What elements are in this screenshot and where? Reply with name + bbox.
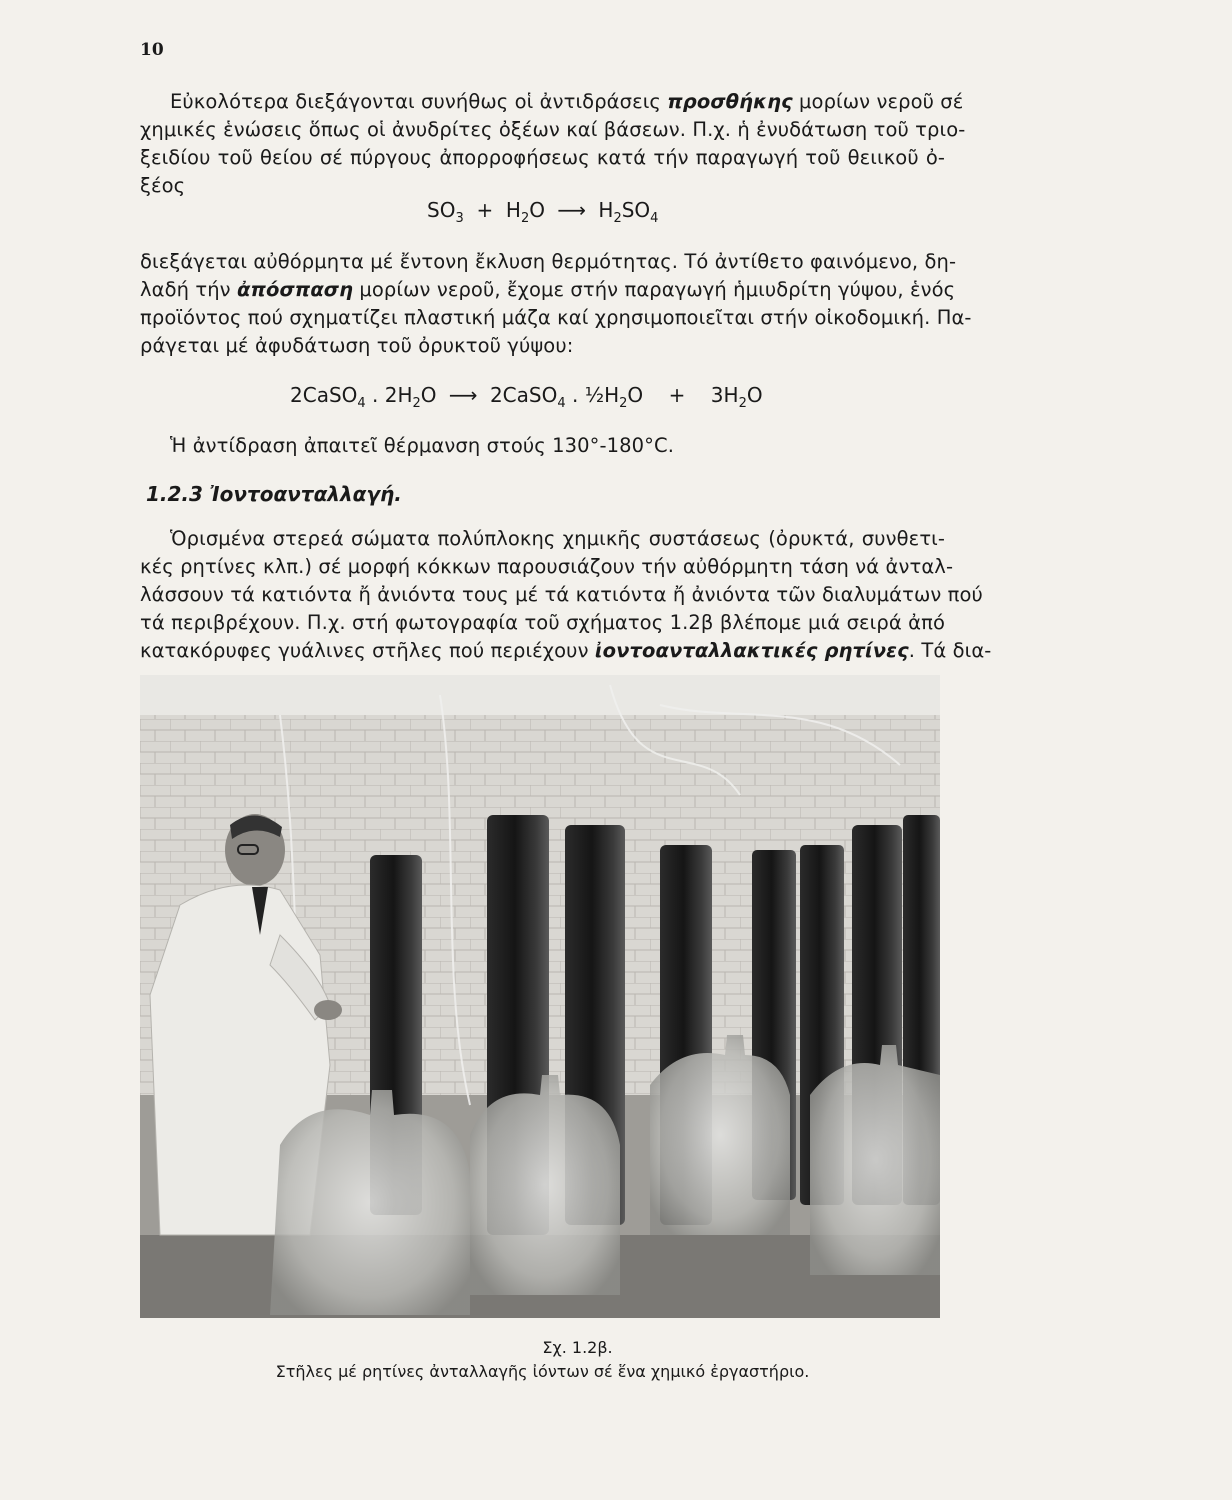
text-run: διεξάγεται αὐθόρμητα μέ ἔντονη ἔκλυση θερμότητας. Τό ἀντίθετο φαινόμενο, δη- <box>140 250 957 273</box>
text-line <box>140 304 972 332</box>
text-run: . Τά δια- <box>908 639 992 662</box>
eq2-arrow: ⟶ <box>448 383 478 407</box>
text-run: προϊόντος πού σχηματίζει πλαστική μάζα καί χρησιμοποιεῖται στήν οἰκοδομική. Πα- <box>140 306 972 329</box>
lab-photo <box>140 675 940 1318</box>
text-line <box>140 276 956 304</box>
text-line <box>140 144 945 172</box>
text-line <box>140 248 957 276</box>
paragraph-1 <box>140 88 966 200</box>
equation-2 <box>140 383 1095 411</box>
text-run: Εὐκολότερα διεξάγονται συνήθως οἱ ἀντιδράσεις <box>170 90 668 113</box>
paragraph-3 <box>140 525 992 665</box>
figure-caption <box>140 1336 945 1384</box>
text-line <box>140 172 945 200</box>
text-line <box>140 553 954 581</box>
text-run: μορίων νεροῦ, ἔχομε στήν παραγωγή ἡμιυδρίτη γύψου, ἑνός <box>353 278 956 301</box>
text-run: κές ρητίνες κλπ.) σέ μορφή κόκκων παρουσιάζουν τήν αὐθόρμητη τάση νά ἀνταλ- <box>140 555 954 578</box>
eq2-reactant: 2CaSO$_4$ . $2H_2O$ <box>290 383 437 411</box>
text-run: τά περιβρέχουν. Π.χ. στή φωτογραφία τοῦ σχήματος 1.2β βλέπομε μιά σειρά ἀπό <box>140 611 945 634</box>
equation-1 <box>140 198 1232 226</box>
text-run: λάσσουν τά κατιόντα ἤ ἀνιόντα τους μέ τά κατιόντα ἤ ἀνιόντα τῶν διαλυμάτων πού <box>140 583 983 606</box>
page-number: 10 <box>140 40 164 60</box>
eq2-product-2: $3H_2O$ <box>710 383 763 411</box>
figure-caption-text: Στῆλες μέ ρητίνες ἀνταλλαγῆς ἰόντων σέ ἕνα χημικό ἐργαστήριο. <box>275 1362 810 1381</box>
text-run: Ὁρισμένα στερεά σώματα πολύπλοκης χημικῆς συστάσεως (ὀρυκτά, συνθετι- <box>170 527 945 550</box>
text-run: μορίων νεροῦ σέ <box>792 90 964 113</box>
eq1-product: $H_2SO_4$ <box>598 198 659 226</box>
eq1-plus: + <box>476 198 494 222</box>
eq2-plus: + <box>668 383 686 407</box>
text-line <box>140 637 992 665</box>
ceiling <box>140 675 940 715</box>
paragraph-2 <box>140 248 972 360</box>
eq1-arrow: ⟶ <box>557 198 587 222</box>
text-run: ξειδίου τοῦ θείου σέ πύργους ἀπορροφήσεως κατά τήν παραγωγή τοῦ θειικοῦ ὀ- <box>140 146 945 169</box>
figure-label: Σχ. 1.2β. <box>542 1338 613 1357</box>
text-line <box>140 581 983 609</box>
text-line <box>140 88 964 116</box>
section-heading: 1.2.3 Ἰοντοανταλλαγή. <box>146 482 402 506</box>
text-line <box>140 116 966 144</box>
eq1-reactant-2: $H_2O$ <box>505 198 545 226</box>
text-run: λαδή τήν <box>140 278 237 301</box>
eq1-reactant-1: $SO_3$ <box>427 198 464 226</box>
emphasized-term: ἰοντοανταλλακτικές ρητίνες <box>594 639 909 662</box>
text-line <box>140 609 945 637</box>
eq2-product-1: 2CaSO$_4$ . $\frac{1}{2}H_2O$ <box>489 383 644 411</box>
text-line <box>140 332 945 360</box>
text-line <box>140 525 945 553</box>
text-run: χημικές ἑνώσεις ὅπως οἱ ἀνυδρίτες ὀξέων καί βάσεων. Π.χ. ἡ ἐνυδάτωση τοῦ τριο- <box>140 118 966 141</box>
text-run: ράγεται μέ ἀφυδάτωση τοῦ ὀρυκτοῦ γύψου: <box>140 334 574 357</box>
text-run: ξέος <box>140 174 186 197</box>
reaction-note: Ἡ ἀντίδραση ἀπαιτεῖ θέρμανση στούς 130°-180°C. <box>170 434 675 457</box>
emphasized-term: ἀπόσπαση <box>236 278 354 301</box>
text-run: κατακόρυφες γυάλινες στῆλες πού περιέχουν <box>140 639 595 662</box>
emphasized-term: προσθήκης <box>667 90 793 113</box>
